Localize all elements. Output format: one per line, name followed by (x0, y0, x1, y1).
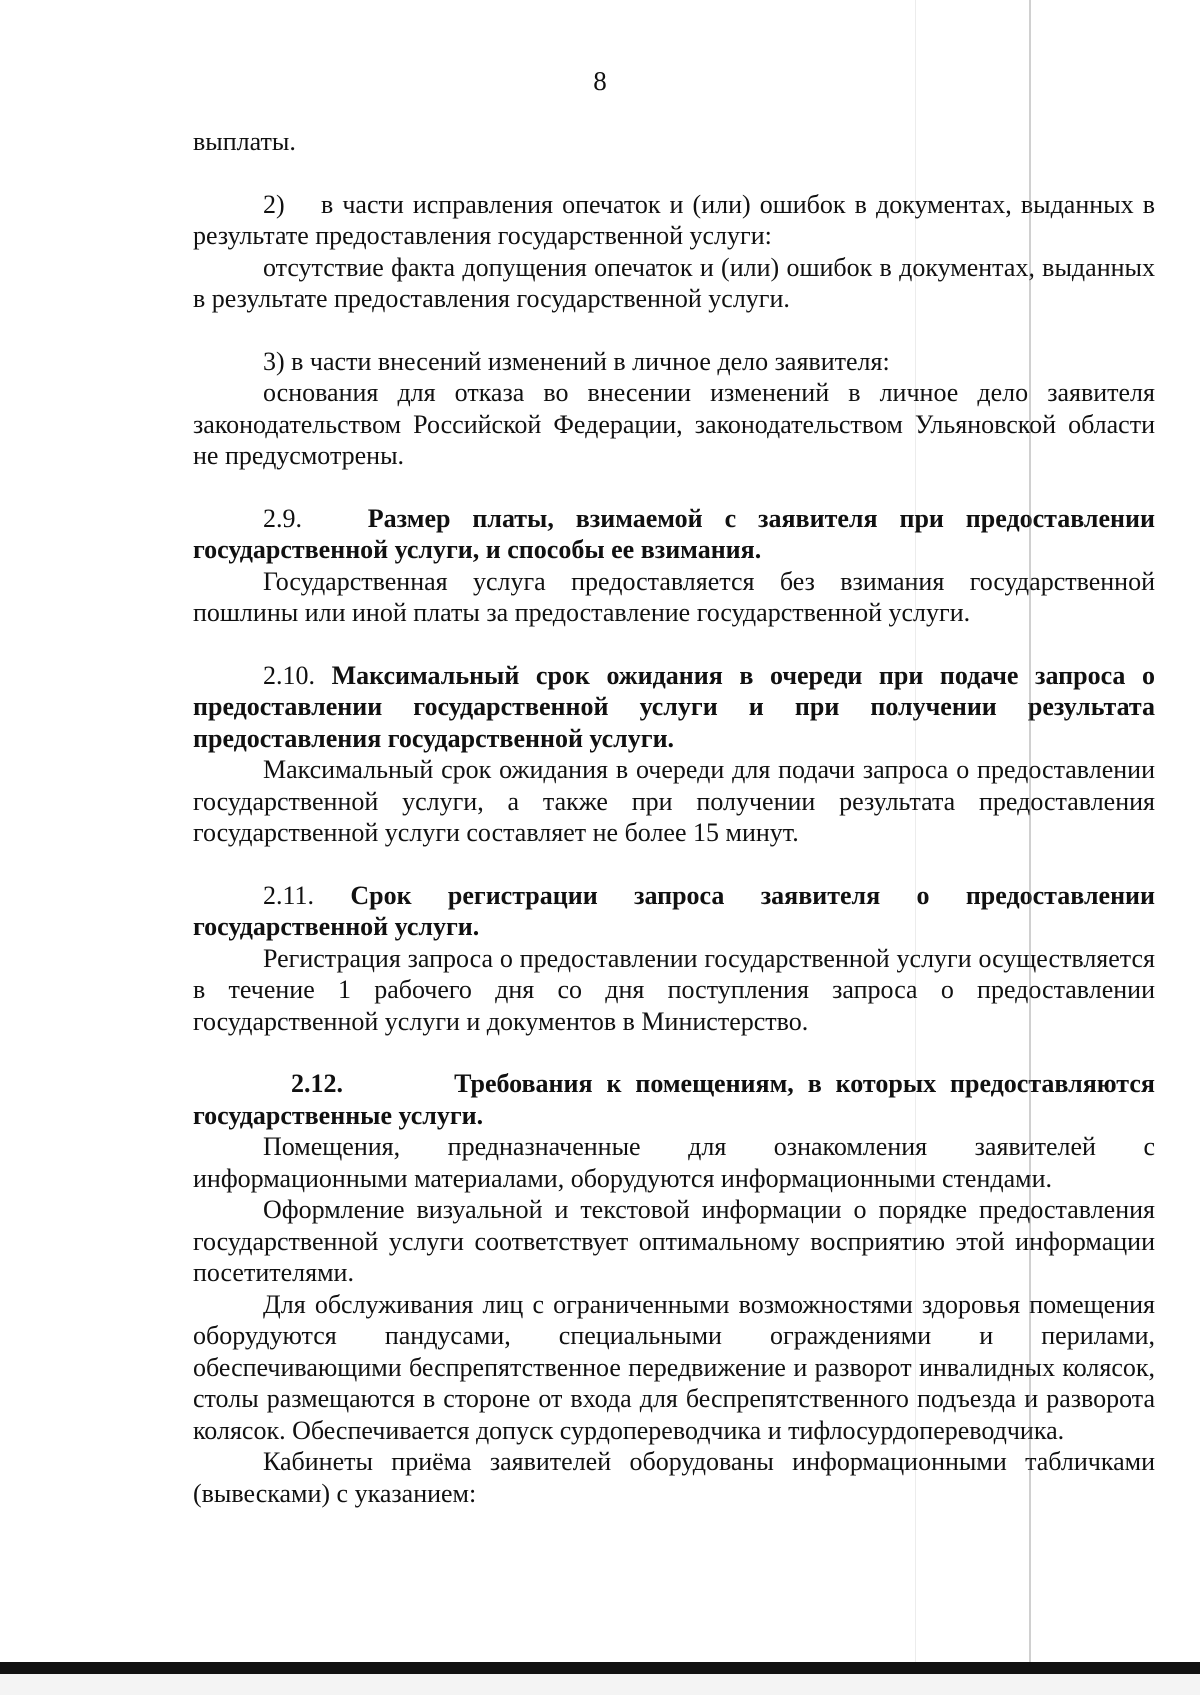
paragraph-2-12-text-2: Оформление визуальной и текстовой информации о порядке предоставления государственной услуги соответствует оптимальному восприятию этой информации посетителями. (193, 1195, 1155, 1287)
section-title-2-9: Размер платы, взимаемой с заявителя при предоставлении государственной услуги, и способы ее взимания. (193, 503, 1155, 564)
section-heading-2-10 (193, 660, 1155, 755)
section-number-2-10: 2.10. (263, 660, 315, 690)
paragraph-item-2-text: отсутствие факта допущения опечаток и (или) ошибок в документах, выданных в результате предоставления государственной услуги. (193, 252, 1155, 313)
paragraph-2-12-text-3: Для обслуживания лиц с ограниченными возможностями здоровья помещения оборудуются пандусами, специальными ограждениями и перилами, обеспечивающими беспрепятственное передвижение и разворот инвалидных колясок, столы размещаются в стороне от входа для беспрепятственного подъезда и разворота колясок. Обеспечивается допуск сурдопереводчика и тифлосурдопереводчика. (193, 1289, 1155, 1445)
section-heading-2-9 (193, 503, 1155, 566)
paragraph-2-12-text-1: Помещения, предназначенные для ознакомления заявителей с информационными материалами, оборудуются информационными стендами. (193, 1132, 1155, 1193)
paragraph-2-12-text-4: Кабинеты приёма заявителей оборудованы информационными табличками (вывесками) с указанием: (193, 1447, 1155, 1508)
section-title-2-11: Срок регистрации запроса заявителя о предоставлении государственной услуги. (193, 880, 1156, 941)
paragraph-item-3-text: основания для отказа во внесении изменений в личное дело заявителя законодательством Российской Федерации, законодательством Ульяновской области не предусмотрены. (193, 378, 1155, 470)
paragraph-2-9-text: Государственная услуга предоставляется без взимания государственной пошлины или иной платы за предоставление государственной услуги. (193, 566, 1155, 627)
paragraph-2-10-text: Максимальный срок ожидания в очереди для подачи запроса о предоставлении государственной услуги, а также при получении результата предоставления государственной услуги составляет не более 15 минут. (193, 755, 1155, 847)
paragraph-2-11-text: Регистрация запроса о предоставлении государственной услуги осуществляется в течение 1 рабочего дня со дня поступления запроса о предоставлении государственной услуги и документов в Министерство. (193, 943, 1155, 1036)
section-heading-2-12: 2.12. Требования к помещениям, в которых предоставляются государственные услуги. (193, 1069, 1155, 1130)
scan-bottom-margin (0, 1674, 1200, 1695)
paragraph-item-3: 3) в части внесений изменений в личное дело заявителя: (263, 346, 890, 376)
paragraph-continuation: выплаты. (193, 127, 296, 156)
section-number-2-11: 2.11. (263, 880, 315, 910)
paragraph-item-2: 2) в части исправления опечаток и (или) ошибок в документах, выданных в результате предоставления государственной услуги: (193, 189, 1155, 250)
section-heading-2-11 (193, 880, 1155, 943)
scan-artifact-line (915, 0, 916, 1695)
section-number-2-9: 2.9. (263, 503, 302, 533)
document-body (193, 126, 1155, 1509)
page-number: 8 (593, 66, 607, 96)
scan-artifact-line (1029, 0, 1031, 1695)
section-title-2-10: Максимальный срок ожидания в очереди при подаче запроса о предоставлении государственной услуги и при получении результата предоставления государственной услуги. (193, 660, 1156, 753)
scan-bottom-edge (0, 1662, 1200, 1674)
